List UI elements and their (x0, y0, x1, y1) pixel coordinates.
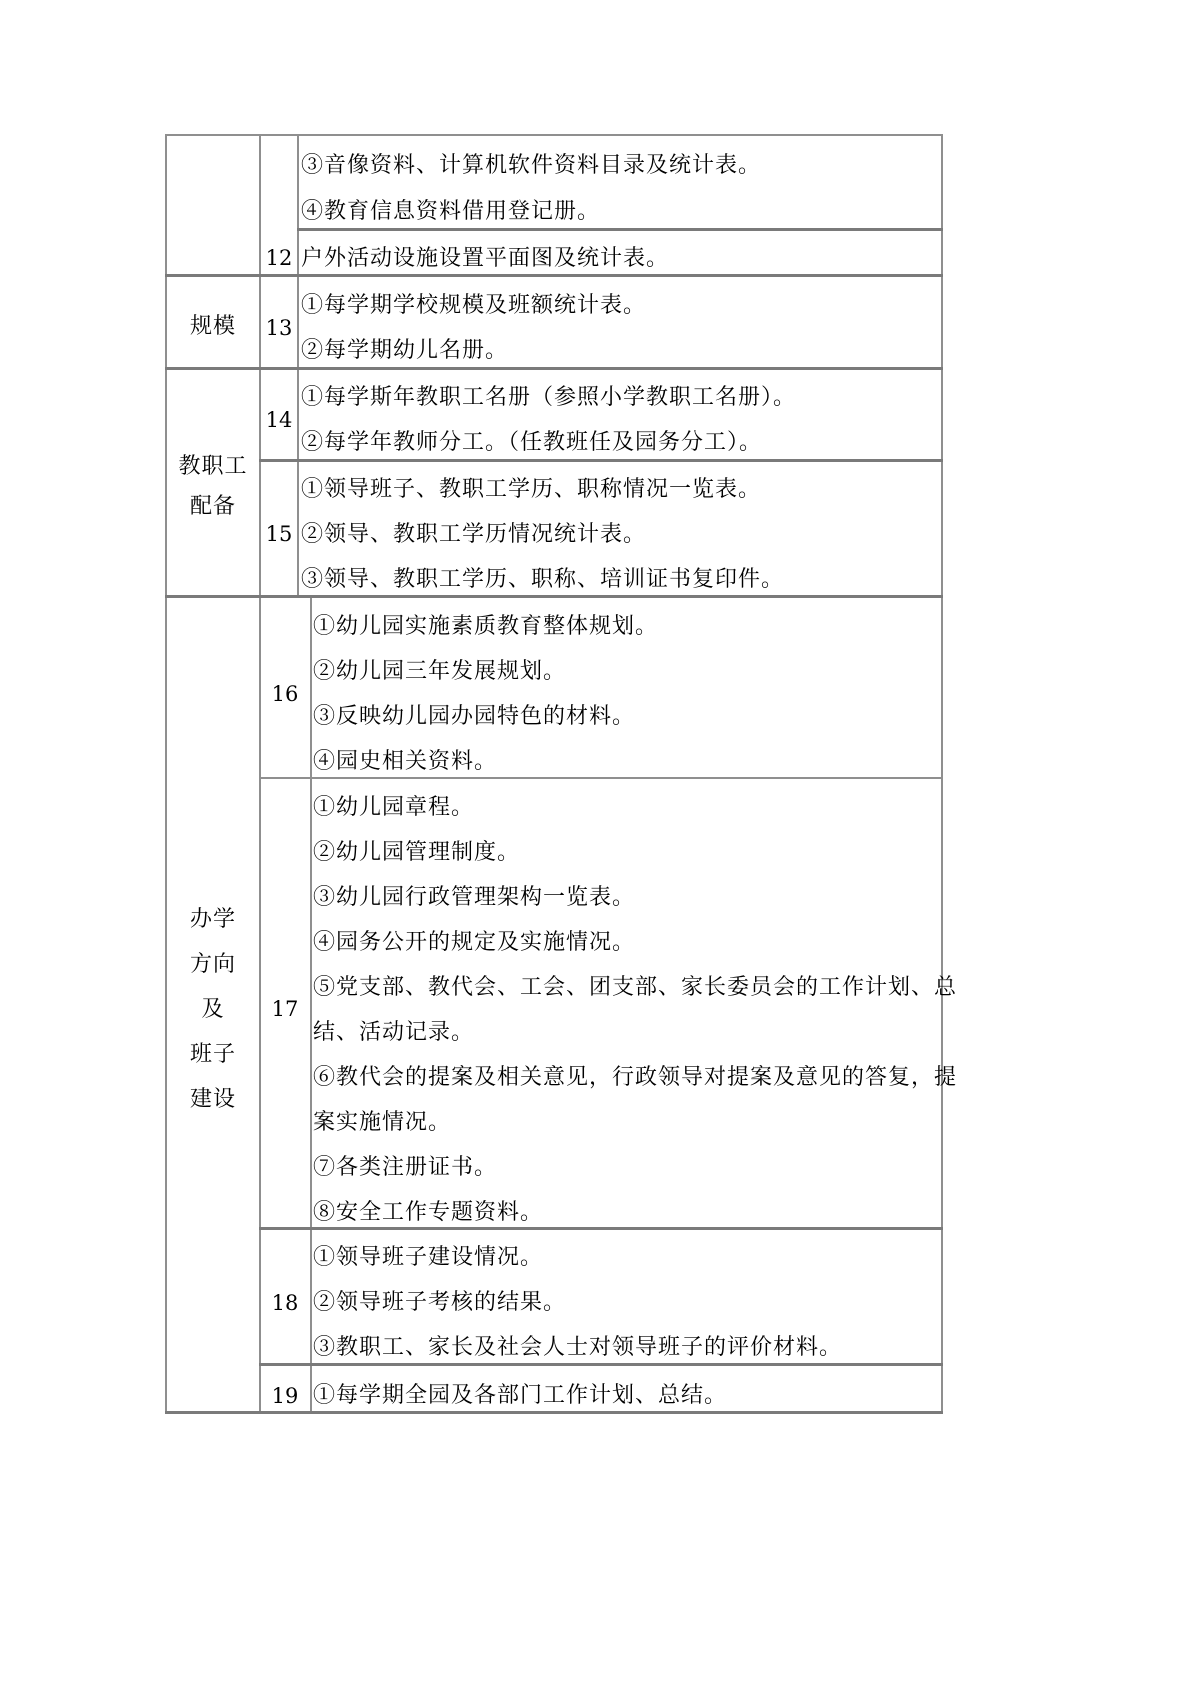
row-number: 19 (271, 1384, 299, 1408)
list-item: ④园史相关资料。 (313, 749, 498, 774)
list-item: ⑤党支部、教代会、工会、团支部、家长委员会的工作计划、总 (313, 975, 958, 1000)
list-item: ②每学年教师分工。（任教班任及园务分工）。 (301, 430, 763, 455)
category-staff (163, 443, 263, 531)
table-border-bottom (165, 1411, 943, 1414)
row-divider (165, 367, 943, 370)
list-item: ⑧安全工作专题资料。 (313, 1200, 544, 1225)
list-item: ①幼儿园章程。 (313, 795, 475, 820)
category-direction-line: 方向 (189, 952, 236, 977)
list-item: ①每学期全园及各部门工作计划、总结。 (313, 1383, 728, 1408)
list-item: 结、活动记录。 (313, 1020, 475, 1045)
row-divider (165, 595, 943, 598)
list-item: ②领导、教职工学历情况统计表。 (301, 522, 647, 547)
row-number: 14 (265, 408, 293, 432)
row-number: 12 (265, 246, 293, 270)
table-border-top (259, 134, 943, 136)
category-direction-line: 办学 (189, 907, 236, 932)
category-direction-line: 建设 (189, 1087, 236, 1112)
list-item: ①每学期学校规模及班额统计表。 (301, 293, 647, 318)
row-divider (165, 274, 943, 277)
row-divider (259, 777, 943, 779)
category-direction (163, 897, 263, 1122)
category-direction-line: 班子 (189, 1042, 236, 1067)
list-item: ③教职工、家长及社会人士对领导班子的评价材料。 (313, 1335, 843, 1360)
list-item: 户外活动设施设置平面图及统计表。 (301, 246, 670, 271)
category-direction-line: 及 (201, 997, 225, 1022)
list-item: ③反映幼儿园办园特色的材料。 (313, 704, 636, 729)
list-item: ②领导班子考核的结果。 (313, 1290, 567, 1315)
list-item: ①幼儿园实施素质教育整体规划。 (313, 614, 659, 639)
row-divider (259, 1363, 943, 1366)
list-item: ⑦各类注册证书。 (313, 1155, 498, 1180)
list-item: ③领导、教职工学历、职称、培训证书复印件。 (301, 567, 785, 592)
list-item: ②每学期幼儿名册。 (301, 338, 509, 363)
list-item: ①领导班子、教职工学历、职称情况一览表。 (301, 477, 762, 502)
list-item: ④园务公开的规定及实施情况。 (313, 930, 636, 955)
list-item: ②幼儿园三年发展规划。 (313, 659, 567, 684)
list-item: ⑥教代会的提案及相关意见，行政领导对提案及意见的答复，提 (313, 1065, 958, 1090)
category-scale: 规模 (189, 314, 236, 339)
list-item: ①每学斯年教职工名册（参照小学教职工名册）。 (301, 385, 797, 410)
category-staff-line: 配备 (189, 494, 236, 519)
column-divider-number-lower (310, 598, 312, 1414)
row-number: 15 (265, 522, 293, 546)
table-border-top-left (165, 134, 261, 136)
row-divider (259, 459, 943, 462)
list-item: 案实施情况。 (313, 1110, 452, 1135)
list-item: ③幼儿园行政管理架构一览表。 (313, 885, 636, 910)
row-number: 16 (271, 682, 299, 706)
row-number: 13 (265, 316, 293, 340)
list-item: ②幼儿园管理制度。 (313, 840, 521, 865)
row-number: 18 (271, 1291, 299, 1315)
list-item: ①领导班子建设情况。 (313, 1245, 544, 1270)
row-number: 17 (271, 997, 299, 1021)
list-item: ④教育信息资料借用登记册。 (301, 199, 601, 224)
table-border-right (941, 134, 943, 1414)
list-item: ③音像资料、计算机软件资料目录及统计表。 (301, 153, 762, 178)
row-divider (297, 228, 943, 231)
category-staff-line: 教职工 (178, 454, 248, 479)
row-divider (259, 1227, 943, 1230)
